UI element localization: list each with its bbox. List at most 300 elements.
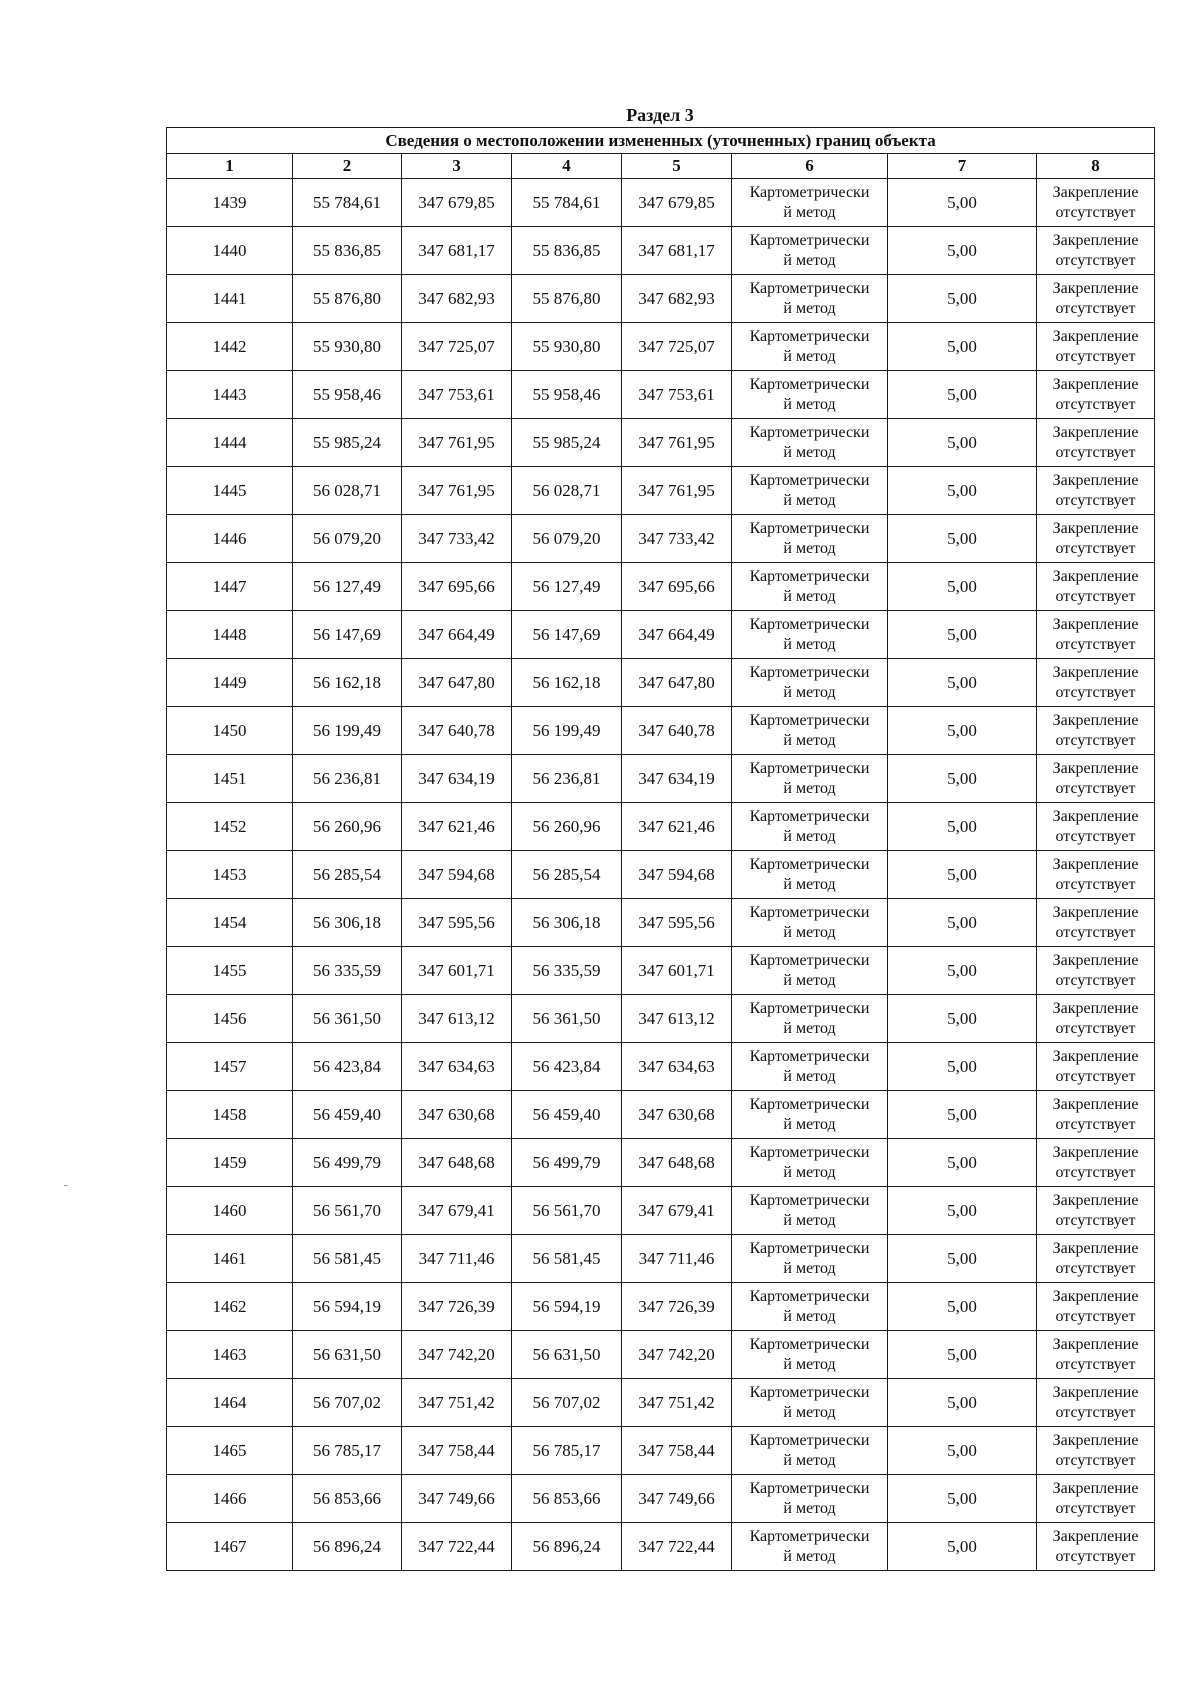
y-specified-cell: 347 761,95 [622, 467, 732, 515]
method-cell [732, 659, 888, 707]
y-existing-cell: 347 613,12 [402, 995, 512, 1043]
y-existing-cell: 347 722,44 [402, 1523, 512, 1571]
fixation-text-line-2: отсутствует [1055, 1547, 1136, 1565]
method-text-line-2: й метод [783, 683, 836, 701]
x-existing-cell: 56 423,84 [293, 1043, 402, 1091]
method-cell [732, 371, 888, 419]
fixation-cell [1037, 371, 1155, 419]
method-text-line-2: й метод [783, 1355, 836, 1373]
x-existing-cell: 56 361,50 [293, 995, 402, 1043]
point-number-cell: 1467 [167, 1523, 293, 1571]
point-number-cell: 1451 [167, 755, 293, 803]
precision-cell: 5,00 [888, 803, 1037, 851]
fixation-cell [1037, 1283, 1155, 1331]
x-existing-cell: 55 958,46 [293, 371, 402, 419]
y-existing-cell: 347 664,49 [402, 611, 512, 659]
method-text-line-1: Картометрически [749, 1047, 870, 1065]
table-row [167, 755, 1155, 803]
column-number-7: 7 [888, 154, 1037, 179]
y-specified-cell: 347 647,80 [622, 659, 732, 707]
x-existing-cell: 56 707,02 [293, 1379, 402, 1427]
point-number-cell: 1455 [167, 947, 293, 995]
x-specified-cell: 56 028,71 [512, 467, 622, 515]
method-cell [732, 1427, 888, 1475]
fixation-cell [1037, 227, 1155, 275]
point-number-cell: 1448 [167, 611, 293, 659]
column-number-6: 6 [732, 154, 888, 179]
x-specified-cell: 55 784,61 [512, 179, 622, 227]
fixation-cell [1037, 1379, 1155, 1427]
fixation-cell [1037, 1235, 1155, 1283]
table-row [167, 323, 1155, 371]
fixation-text-line-1: Закрепление [1052, 1047, 1139, 1065]
point-number-cell: 1464 [167, 1379, 293, 1427]
column-number-5: 5 [622, 154, 732, 179]
y-existing-cell: 347 733,42 [402, 515, 512, 563]
point-number-cell: 1449 [167, 659, 293, 707]
fixation-text-line-1: Закрепление [1052, 1287, 1139, 1305]
fixation-text-line-1: Закрепление [1052, 1431, 1139, 1449]
point-number-cell: 1453 [167, 851, 293, 899]
point-number-cell: 1446 [167, 515, 293, 563]
point-number-cell: 1445 [167, 467, 293, 515]
fixation-cell [1037, 947, 1155, 995]
x-specified-cell: 56 707,02 [512, 1379, 622, 1427]
method-cell [732, 1331, 888, 1379]
y-existing-cell: 347 725,07 [402, 323, 512, 371]
x-existing-cell: 56 335,59 [293, 947, 402, 995]
fixation-text-line-2: отсутствует [1055, 1355, 1136, 1373]
y-specified-cell: 347 753,61 [622, 371, 732, 419]
method-text-line-1: Картометрически [749, 807, 870, 825]
x-existing-cell: 55 876,80 [293, 275, 402, 323]
fixation-text-line-2: отсутствует [1055, 779, 1136, 797]
precision-cell: 5,00 [888, 1187, 1037, 1235]
method-text-line-2: й метод [783, 875, 836, 893]
fixation-cell [1037, 419, 1155, 467]
method-cell [732, 1475, 888, 1523]
fixation-text-line-2: отсутствует [1055, 971, 1136, 989]
precision-cell: 5,00 [888, 227, 1037, 275]
method-text-line-2: й метод [783, 347, 836, 365]
precision-cell: 5,00 [888, 1235, 1037, 1283]
method-cell [732, 323, 888, 371]
method-text-line-2: й метод [783, 1451, 836, 1469]
method-cell [732, 1187, 888, 1235]
point-number-cell: 1459 [167, 1139, 293, 1187]
fixation-text-line-1: Закрепление [1052, 663, 1139, 681]
x-specified-cell: 56 079,20 [512, 515, 622, 563]
table-row [167, 947, 1155, 995]
method-text-line-2: й метод [783, 971, 836, 989]
fixation-text-line-2: отсутствует [1055, 443, 1136, 461]
method-cell [732, 515, 888, 563]
fixation-text-line-1: Закрепление [1052, 1095, 1139, 1113]
table-row [167, 1091, 1155, 1139]
y-existing-cell: 347 634,63 [402, 1043, 512, 1091]
x-specified-cell: 56 581,45 [512, 1235, 622, 1283]
precision-cell: 5,00 [888, 467, 1037, 515]
method-text-line-1: Картометрически [749, 1143, 870, 1161]
point-number-cell: 1457 [167, 1043, 293, 1091]
precision-cell: 5,00 [888, 611, 1037, 659]
precision-cell: 5,00 [888, 995, 1037, 1043]
table-row [167, 563, 1155, 611]
table-row [167, 659, 1155, 707]
method-text-line-2: й метод [783, 1259, 836, 1277]
method-cell [732, 803, 888, 851]
point-number-cell: 1439 [167, 179, 293, 227]
fixation-text-line-2: отсутствует [1055, 251, 1136, 269]
fixation-text-line-2: отсутствует [1055, 1019, 1136, 1037]
x-specified-cell: 56 594,19 [512, 1283, 622, 1331]
x-specified-cell: 56 499,79 [512, 1139, 622, 1187]
fixation-text-line-2: отсутствует [1055, 1259, 1136, 1277]
method-text-line-2: й метод [783, 1163, 836, 1181]
column-number-3: 3 [402, 154, 512, 179]
method-cell [732, 1091, 888, 1139]
table-row [167, 851, 1155, 899]
y-specified-cell: 347 664,49 [622, 611, 732, 659]
x-specified-cell: 56 199,49 [512, 707, 622, 755]
method-cell [732, 995, 888, 1043]
method-cell [732, 1235, 888, 1283]
scan-speck: - [64, 1180, 68, 1191]
method-text-line-2: й метод [783, 395, 836, 413]
table-row [167, 1475, 1155, 1523]
y-existing-cell: 347 594,68 [402, 851, 512, 899]
method-text-line-1: Картометрически [749, 711, 870, 729]
x-specified-cell: 55 876,80 [512, 275, 622, 323]
method-cell [732, 227, 888, 275]
table-row [167, 1331, 1155, 1379]
method-text-line-1: Картометрически [749, 855, 870, 873]
fixation-text-line-2: отсутствует [1055, 827, 1136, 845]
point-number-cell: 1460 [167, 1187, 293, 1235]
method-text-line-1: Картометрически [749, 663, 870, 681]
precision-cell: 5,00 [888, 851, 1037, 899]
y-existing-cell: 347 681,17 [402, 227, 512, 275]
precision-cell: 5,00 [888, 1427, 1037, 1475]
fixation-text-line-1: Закрепление [1052, 375, 1139, 393]
fixation-cell [1037, 755, 1155, 803]
fixation-text-line-2: отсутствует [1055, 299, 1136, 317]
fixation-text-line-2: отсутствует [1055, 203, 1136, 221]
method-text-line-1: Картометрически [749, 1527, 870, 1545]
y-existing-cell: 347 751,42 [402, 1379, 512, 1427]
fixation-text-line-1: Закрепление [1052, 471, 1139, 489]
method-cell [732, 947, 888, 995]
method-text-line-2: й метод [783, 539, 836, 557]
y-specified-cell: 347 726,39 [622, 1283, 732, 1331]
fixation-cell [1037, 1043, 1155, 1091]
method-cell [732, 755, 888, 803]
table-row [167, 707, 1155, 755]
precision-cell: 5,00 [888, 947, 1037, 995]
precision-cell: 5,00 [888, 515, 1037, 563]
x-existing-cell: 56 127,49 [293, 563, 402, 611]
y-specified-cell: 347 758,44 [622, 1427, 732, 1475]
precision-cell: 5,00 [888, 1283, 1037, 1331]
y-existing-cell: 347 679,41 [402, 1187, 512, 1235]
x-specified-cell: 56 285,54 [512, 851, 622, 899]
precision-cell: 5,00 [888, 1475, 1037, 1523]
fixation-cell [1037, 1091, 1155, 1139]
x-existing-cell: 56 785,17 [293, 1427, 402, 1475]
x-existing-cell: 55 784,61 [293, 179, 402, 227]
fixation-cell [1037, 995, 1155, 1043]
fixation-text-line-1: Закрепление [1052, 519, 1139, 537]
y-specified-cell: 347 749,66 [622, 1475, 732, 1523]
method-text-line-1: Картометрически [749, 183, 870, 201]
x-specified-cell: 55 930,80 [512, 323, 622, 371]
fixation-cell [1037, 1187, 1155, 1235]
fixation-text-line-1: Закрепление [1052, 327, 1139, 345]
fixation-cell [1037, 803, 1155, 851]
fixation-text-line-1: Закрепление [1052, 423, 1139, 441]
table-row [167, 1139, 1155, 1187]
fixation-cell [1037, 1139, 1155, 1187]
method-text-line-1: Картометрически [749, 759, 870, 777]
x-existing-cell: 55 836,85 [293, 227, 402, 275]
y-specified-cell: 347 594,68 [622, 851, 732, 899]
fixation-text-line-2: отсутствует [1055, 1451, 1136, 1469]
column-number-8: 8 [1037, 154, 1155, 179]
fixation-cell [1037, 563, 1155, 611]
x-existing-cell: 56 896,24 [293, 1523, 402, 1571]
fixation-text-line-2: отсутствует [1055, 731, 1136, 749]
table-row [167, 611, 1155, 659]
x-existing-cell: 56 199,49 [293, 707, 402, 755]
point-number-cell: 1442 [167, 323, 293, 371]
x-existing-cell: 56 147,69 [293, 611, 402, 659]
precision-cell: 5,00 [888, 1091, 1037, 1139]
method-text-line-1: Картометрически [749, 279, 870, 297]
y-existing-cell: 347 753,61 [402, 371, 512, 419]
method-text-line-2: й метод [783, 1499, 836, 1517]
x-specified-cell: 56 561,70 [512, 1187, 622, 1235]
table-row [167, 275, 1155, 323]
method-text-line-1: Картометрически [749, 1335, 870, 1353]
method-text-line-2: й метод [783, 491, 836, 509]
precision-cell: 5,00 [888, 563, 1037, 611]
table-row [167, 179, 1155, 227]
precision-cell: 5,00 [888, 1379, 1037, 1427]
fixation-cell [1037, 467, 1155, 515]
y-specified-cell: 347 601,71 [622, 947, 732, 995]
fixation-text-line-2: отсутствует [1055, 491, 1136, 509]
fixation-text-line-1: Закрепление [1052, 711, 1139, 729]
fixation-text-line-1: Закрепление [1052, 1335, 1139, 1353]
method-cell [732, 419, 888, 467]
method-text-line-2: й метод [783, 251, 836, 269]
fixation-text-line-1: Закрепление [1052, 615, 1139, 633]
x-existing-cell: 56 631,50 [293, 1331, 402, 1379]
column-number-row [167, 154, 1155, 179]
precision-cell: 5,00 [888, 899, 1037, 947]
table-row [167, 1523, 1155, 1571]
method-cell [732, 1523, 888, 1571]
y-specified-cell: 347 634,19 [622, 755, 732, 803]
point-number-cell: 1456 [167, 995, 293, 1043]
coordinates-table [166, 127, 1155, 1571]
x-specified-cell: 56 361,50 [512, 995, 622, 1043]
method-text-line-1: Картометрически [749, 1383, 870, 1401]
x-specified-cell: 56 631,50 [512, 1331, 622, 1379]
method-cell [732, 179, 888, 227]
section-title: Раздел 3 [626, 105, 694, 125]
y-specified-cell: 347 679,85 [622, 179, 732, 227]
method-text-line-2: й метод [783, 1115, 836, 1133]
fixation-text-line-1: Закрепление [1052, 231, 1139, 249]
fixation-text-line-1: Закрепление [1052, 1527, 1139, 1545]
fixation-cell [1037, 1523, 1155, 1571]
point-number-cell: 1450 [167, 707, 293, 755]
method-text-line-2: й метод [783, 299, 836, 317]
point-number-cell: 1465 [167, 1427, 293, 1475]
y-existing-cell: 347 761,95 [402, 467, 512, 515]
method-text-line-2: й метод [783, 1067, 836, 1085]
fixation-text-line-2: отсутствует [1055, 347, 1136, 365]
point-number-cell: 1441 [167, 275, 293, 323]
table-body [167, 179, 1155, 1571]
fixation-text-line-1: Закрепление [1052, 855, 1139, 873]
method-cell [732, 611, 888, 659]
y-specified-cell: 347 733,42 [622, 515, 732, 563]
x-existing-cell: 56 028,71 [293, 467, 402, 515]
y-existing-cell: 347 640,78 [402, 707, 512, 755]
method-text-line-2: й метод [783, 1019, 836, 1037]
method-cell [732, 1283, 888, 1331]
method-cell [732, 467, 888, 515]
y-existing-cell: 347 761,95 [402, 419, 512, 467]
fixation-text-line-2: отсутствует [1055, 539, 1136, 557]
table-row [167, 1235, 1155, 1283]
method-text-line-2: й метод [783, 635, 836, 653]
y-specified-cell: 347 751,42 [622, 1379, 732, 1427]
table-row [167, 803, 1155, 851]
x-existing-cell: 56 459,40 [293, 1091, 402, 1139]
method-text-line-2: й метод [783, 827, 836, 845]
method-cell [732, 707, 888, 755]
table-caption: Сведения о местоположении измененных (уточненных) границ объекта [167, 128, 1155, 154]
x-specified-cell: 55 958,46 [512, 371, 622, 419]
y-existing-cell: 347 742,20 [402, 1331, 512, 1379]
fixation-text-line-2: отсутствует [1055, 1403, 1136, 1421]
point-number-cell: 1463 [167, 1331, 293, 1379]
y-existing-cell: 347 648,68 [402, 1139, 512, 1187]
y-specified-cell: 347 630,68 [622, 1091, 732, 1139]
method-text-line-1: Картометрически [749, 327, 870, 345]
x-existing-cell: 56 079,20 [293, 515, 402, 563]
y-specified-cell: 347 634,63 [622, 1043, 732, 1091]
y-specified-cell: 347 725,07 [622, 323, 732, 371]
method-text-line-1: Картометрически [749, 1191, 870, 1209]
y-specified-cell: 347 595,56 [622, 899, 732, 947]
table-row [167, 899, 1155, 947]
x-existing-cell: 56 162,18 [293, 659, 402, 707]
fixation-text-line-1: Закрепление [1052, 807, 1139, 825]
column-number-1: 1 [167, 154, 293, 179]
table-row [167, 1379, 1155, 1427]
fixation-cell [1037, 611, 1155, 659]
method-text-line-2: й метод [783, 1547, 836, 1565]
precision-cell: 5,00 [888, 1523, 1037, 1571]
y-existing-cell: 347 595,56 [402, 899, 512, 947]
x-specified-cell: 56 335,59 [512, 947, 622, 995]
method-text-line-2: й метод [783, 731, 836, 749]
y-specified-cell: 347 648,68 [622, 1139, 732, 1187]
fixation-cell [1037, 179, 1155, 227]
x-existing-cell: 56 561,70 [293, 1187, 402, 1235]
y-specified-cell: 347 761,95 [622, 419, 732, 467]
method-text-line-2: й метод [783, 779, 836, 797]
x-specified-cell: 56 785,17 [512, 1427, 622, 1475]
fixation-cell [1037, 899, 1155, 947]
point-number-cell: 1443 [167, 371, 293, 419]
column-number-4: 4 [512, 154, 622, 179]
fixation-text-line-1: Закрепление [1052, 183, 1139, 201]
x-specified-cell: 56 853,66 [512, 1475, 622, 1523]
method-text-line-1: Картометрически [749, 1239, 870, 1257]
y-existing-cell: 347 679,85 [402, 179, 512, 227]
y-existing-cell: 347 630,68 [402, 1091, 512, 1139]
y-existing-cell: 347 601,71 [402, 947, 512, 995]
x-specified-cell: 56 306,18 [512, 899, 622, 947]
x-specified-cell: 56 260,96 [512, 803, 622, 851]
y-existing-cell: 347 634,19 [402, 755, 512, 803]
method-cell [732, 1043, 888, 1091]
fixation-cell [1037, 515, 1155, 563]
point-number-cell: 1454 [167, 899, 293, 947]
method-text-line-1: Картометрически [749, 1287, 870, 1305]
fixation-cell [1037, 707, 1155, 755]
x-specified-cell: 55 985,24 [512, 419, 622, 467]
x-specified-cell: 56 459,40 [512, 1091, 622, 1139]
table-row [167, 1427, 1155, 1475]
x-existing-cell: 55 930,80 [293, 323, 402, 371]
method-text-line-2: й метод [783, 1307, 836, 1325]
y-existing-cell: 347 749,66 [402, 1475, 512, 1523]
method-text-line-1: Картометрически [749, 615, 870, 633]
fixation-text-line-1: Закрепление [1052, 1239, 1139, 1257]
x-specified-cell: 55 836,85 [512, 227, 622, 275]
table-row [167, 419, 1155, 467]
fixation-text-line-1: Закрепление [1052, 999, 1139, 1017]
fixation-text-line-1: Закрепление [1052, 279, 1139, 297]
method-text-line-1: Картометрически [749, 567, 870, 585]
x-specified-cell: 56 127,49 [512, 563, 622, 611]
fixation-text-line-2: отсутствует [1055, 395, 1136, 413]
method-cell [732, 275, 888, 323]
y-existing-cell: 347 682,93 [402, 275, 512, 323]
fixation-text-line-1: Закрепление [1052, 1383, 1139, 1401]
method-text-line-1: Картометрически [749, 999, 870, 1017]
fixation-text-line-2: отсутствует [1055, 1067, 1136, 1085]
y-specified-cell: 347 640,78 [622, 707, 732, 755]
fixation-text-line-2: отсутствует [1055, 635, 1136, 653]
y-specified-cell: 347 621,46 [622, 803, 732, 851]
fixation-text-line-2: отсутствует [1055, 923, 1136, 941]
y-specified-cell: 347 613,12 [622, 995, 732, 1043]
y-existing-cell: 347 726,39 [402, 1283, 512, 1331]
point-number-cell: 1452 [167, 803, 293, 851]
method-text-line-1: Картометрически [749, 1095, 870, 1113]
y-existing-cell: 347 695,66 [402, 563, 512, 611]
method-text-line-1: Картометрически [749, 1431, 870, 1449]
x-specified-cell: 56 236,81 [512, 755, 622, 803]
fixation-text-line-1: Закрепление [1052, 759, 1139, 777]
